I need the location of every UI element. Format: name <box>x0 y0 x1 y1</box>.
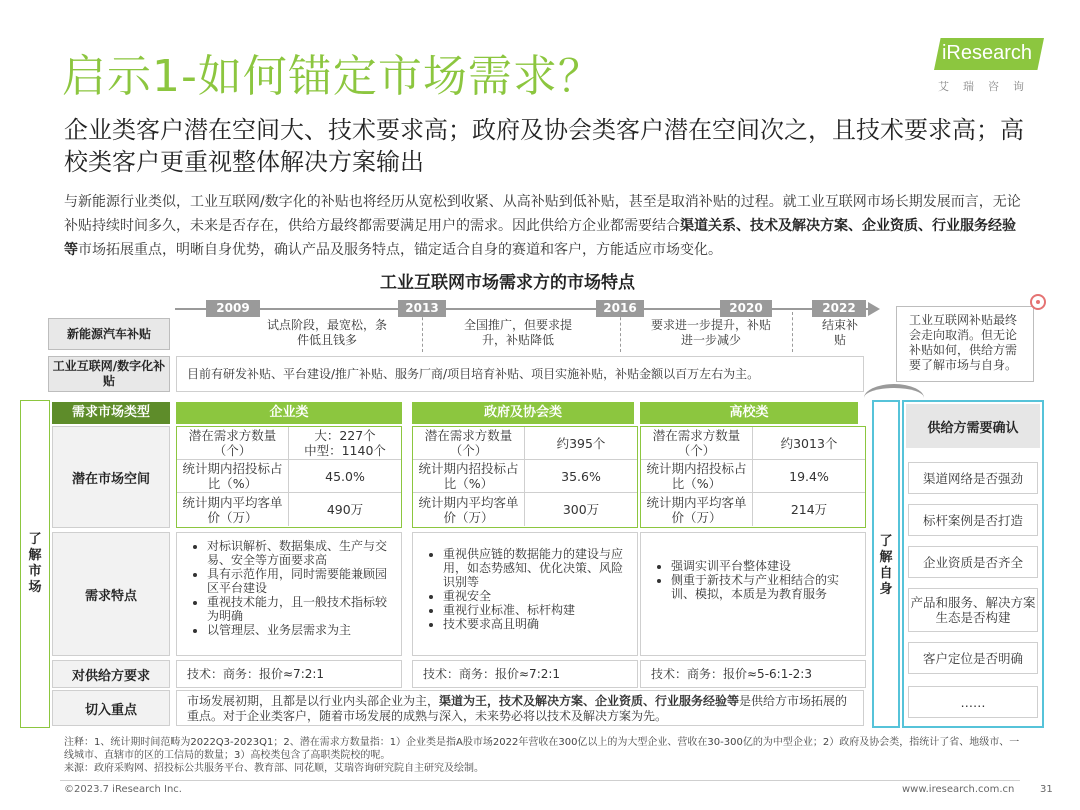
feature-item: • 强调实训平台整体建设 <box>671 559 859 573</box>
metric-label: 潜在需求方数量（个） <box>413 427 525 460</box>
notes-line-1: 注释：1、统计期时间范畴为2022Q3-2023Q1；2、潜在需求方数量指：1）企业类是指A股市场2022年营收在300亿以上的为大型企业、营收在30-300亿的为中型企业；2）政府及协会类，指统计了省、地级市、一线城市、直辖市的区的工信局的数量；3）高校类包含了高职类院校的呢。 <box>64 737 1020 761</box>
metric-value: 19.4% <box>753 460 865 493</box>
copyright: ©2023.7 iResearch Inc. <box>64 784 182 795</box>
focus-post: 是供给方市场拓展的重点。对于企业类客户，随着市场发展的成熟与深入，未来势必将以技术及解决方案为先。 <box>187 694 848 723</box>
metric-value: 大：227个 中型：1140个 <box>289 427 401 460</box>
metric-label: 统计期内招投标占比（%） <box>413 460 525 493</box>
page-number: 31 <box>1040 784 1053 795</box>
page-subtitle: 企业类客户潜在空间大、技术要求高；政府及协会类客户潜在空间次之，且技术要求高；高校类客户更重视整体解决方案输出 <box>64 116 1024 176</box>
intro-paragraph <box>64 190 1024 262</box>
intro-bold: 渠道关系、技术及解决方案、企业资质、行业服务经验等 <box>64 218 1016 258</box>
notes-source: 来源：政府采购网、招投标公共服务平台、教育部、同花顺，艾瑞咨询研究院自主研究及绘制。 <box>64 763 484 774</box>
features-university <box>640 532 866 656</box>
metric-value: 约3013个 <box>753 427 865 460</box>
metric-label: 统计期内平均客单价（万） <box>413 493 525 526</box>
req-enterprise: 技术：商务：报价≈7:2:1 <box>176 660 402 688</box>
notes <box>64 736 1024 775</box>
metric-value: 45.0% <box>289 460 401 493</box>
metric-label: 统计期内平均客单价（万） <box>641 493 753 526</box>
feature-item: • 侧重于新技术与产业相结合的实训、模拟，本质是为教育服务 <box>671 573 859 601</box>
timeline-arrow-icon <box>868 302 880 316</box>
feature-item: • 对标识解析、数据集成、生产与交易、安全等方面要求高 <box>207 539 395 567</box>
check-item: 企业资质是否齐全 <box>908 546 1038 578</box>
metric-value: 214万 <box>790 502 828 517</box>
feature-item: • 重视供应链的数据能力的建设与应用，如态势感知、优化决策、风险识别等 <box>443 547 631 589</box>
logo-subtitle: 艾瑞咨询 <box>938 80 1038 93</box>
understand-market-label: 了解市场 <box>28 532 42 595</box>
phase-divider <box>620 312 622 352</box>
type-header: 需求市场类型 <box>52 402 170 424</box>
focus-text <box>176 690 864 726</box>
metric-value: 约395个 <box>525 427 637 460</box>
phase-divider <box>792 312 794 352</box>
feature-item: • 重视技术能力，且一般技术指标较为明确 <box>207 595 395 623</box>
req-university: 技术：商务：报价≈5-6:1-2:3 <box>640 660 866 688</box>
feature-item: • 以管理层、业务层需求为主 <box>207 623 395 637</box>
check-item: 客户定位是否明确 <box>908 642 1038 674</box>
metric-value: 300万 <box>562 502 600 517</box>
logo-text: iResearch <box>941 42 1033 64</box>
metric-label: 潜在需求方数量（个） <box>177 427 289 460</box>
callout-box: 工业互联网补贴最终会走向取消。但无论补贴如何，供给方需要了解市场与自身。 <box>896 306 1034 382</box>
understand-self-label: 了解自身 <box>879 534 893 597</box>
website-link[interactable]: www.iresearch.com.cn <box>902 784 1015 795</box>
row-label-features: 需求特点 <box>52 532 170 656</box>
year-2022: 2022 <box>812 300 866 317</box>
check-item: 渠道网络是否强劲 <box>908 462 1038 494</box>
phase-divider <box>422 312 424 352</box>
check-item: …… <box>908 686 1038 718</box>
feature-item: • 具有示范作用，同时需要能兼顾园区平台建设 <box>207 567 395 595</box>
metric-label: 统计期内招投标占比（%） <box>177 460 289 493</box>
year-2016: 2016 <box>596 300 644 317</box>
row-label-focus: 切入重点 <box>52 690 170 726</box>
row-label-space: 潜在市场空间 <box>52 426 170 528</box>
header-government: 政府及协会类 <box>412 402 634 424</box>
footer-divider <box>60 780 1020 781</box>
features-enterprise <box>176 532 402 656</box>
focus-bold: 渠道为王，技术及解决方案、企业资质、行业服务经验等 <box>439 694 740 708</box>
req-government: 技术：商务：报价≈7:2:1 <box>412 660 638 688</box>
phase-1: 试点阶段，最宽松，条件低且钱多 <box>266 318 387 347</box>
year-2013: 2013 <box>398 300 446 317</box>
features-government <box>412 532 638 656</box>
metric-value: 35.6% <box>525 460 637 493</box>
metrics-government <box>412 426 638 528</box>
phase-3: 要求进一步提升，补贴进一步减少 <box>650 318 771 347</box>
feature-item: • 技术要求高且明确 <box>443 617 631 631</box>
header-university: 高校类 <box>640 402 858 424</box>
supplier-panel-header: 供给方需要确认 <box>906 404 1040 448</box>
page-title: 启示1-如何锚定市场需求？ <box>62 51 603 102</box>
focus-pre: 市场发展初期，且都是以行业内头部企业为主， <box>187 694 440 708</box>
ii-subsidy-label: 工业互联网/数字化补贴 <box>48 356 170 392</box>
feature-item: • 重视安全 <box>443 589 631 603</box>
intro-text-1: 与新能源行业类似，工业互联网/数字化的补贴也将经历从宽松到收紧、从高补贴到低补贴，甚至是取消补贴的过程。就工业互联网市场长期发展而言，无论补贴持续时间多久，未来是否存在，供给方最终都需要满足用户的需求。因此供给方企业都需要结合 <box>64 194 1021 234</box>
feature-item: • 重视行业标准、标杆构建 <box>443 603 631 617</box>
check-item: 产品和服务、解决方案生态是否构建 <box>908 588 1038 632</box>
target-dot <box>1036 300 1040 304</box>
intro-text-2: 市场拓展重点，明晰自身优势，确认产品及服务特点，锚定适合自身的赛道和客户，方能适应市场变化。 <box>78 242 722 258</box>
phase-4: 结束补贴 <box>821 318 858 347</box>
chart-title: 工业互联网市场需求方的市场特点 <box>380 273 635 293</box>
year-2020: 2020 <box>720 300 772 317</box>
check-item: 标杆案例是否打造 <box>908 504 1038 536</box>
metric-label: 潜在需求方数量（个） <box>641 427 753 460</box>
metrics-enterprise <box>176 426 402 528</box>
metric-label: 统计期内平均客单价（万） <box>177 493 289 526</box>
metric-label: 统计期内招投标占比（%） <box>641 460 753 493</box>
year-2009: 2009 <box>206 300 260 317</box>
phase-2: 全国推广，但要求提升，补贴降低 <box>463 318 572 347</box>
iresearch-logo <box>928 36 1048 94</box>
ev-subsidy-label: 新能源汽车补贴 <box>48 318 170 350</box>
metric-value: 490万 <box>326 502 364 517</box>
ii-subsidy-text: 目前有研发补贴、平台建设/推广补贴、服务厂商/项目培育补贴、项目实施补贴，补贴金额以百万左右为主。 <box>176 356 864 392</box>
row-label-requirements: 对供给方要求 <box>52 660 170 688</box>
header-enterprise: 企业类 <box>176 402 402 424</box>
metrics-university <box>640 426 866 528</box>
